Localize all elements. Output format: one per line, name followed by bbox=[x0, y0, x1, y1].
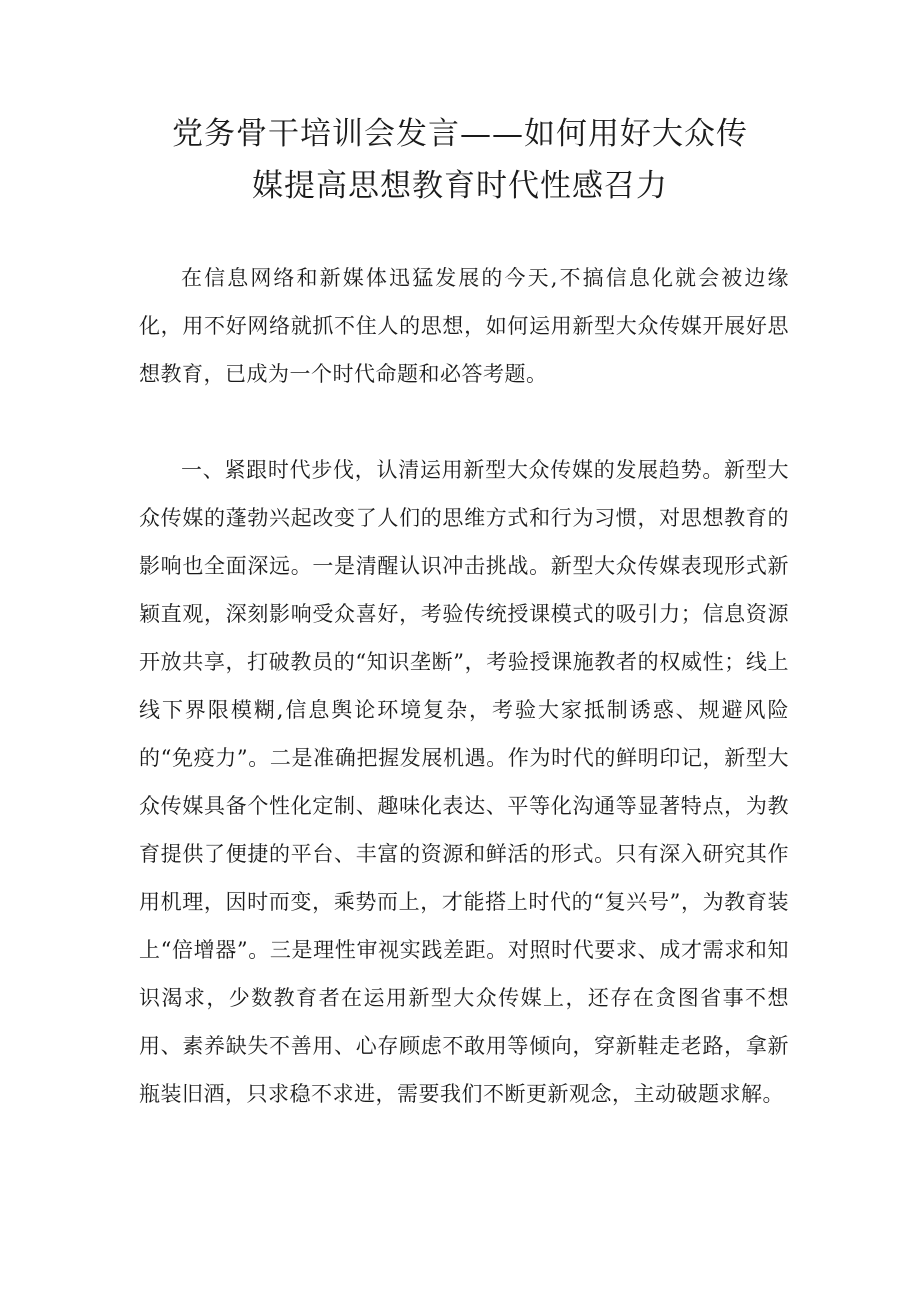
title-line-2: 媒提高思想教育时代性感召力 bbox=[252, 168, 668, 204]
document-title bbox=[130, 108, 790, 212]
title-line-1: 党务骨干培训会发言——如何用好大众传 bbox=[172, 116, 748, 152]
intro-paragraph: 在信息网络和新媒体迅猛发展的今天,不搞信息化就会被边缘化，用不好网络就抓不住人的思想，如何运用新型大众传媒开展好思想教育，已成为一个时代命题和必答考题。 bbox=[139, 266, 789, 386]
section-one-paragraph: 一、紧跟时代步伐，认清运用新型大众传媒的发展趋势。新型大众传媒的蓬勃兴起改变了人们的思维方式和行为习惯，对思想教育的影响也全面深远。一是清醒认识冲击挑战。新型大众传媒表现形式新颖直观，深刻影响受众喜好，考验传统授课模式的吸引力；信息资源开放共享，打破教员的“知识垄断”，考验授课施教者的权威性；线上线下界限模糊,信息舆论环境复杂，考验大家抵制诱惑、规避风险的“免疫力”。二是准确把握发展机遇。作为时代的鲜明印记，新型大众传媒具备个性化定制、趣味化表达、平等化沟通等显著特点，为教育提供了便捷的平台、丰富的资源和鲜活的形式。只有深入研究其作用机理，因时而变，乘势而上，才能搭上时代的“复兴号”，为教育装上“倍增器”。三是理性审视实践差距。对照时代要求、成才需求和知识渴求，少数教育者在运用新型大众传媒上，还存在贪图省事不想用、素养缺失不善用、心存顾虑不敢用等倾向，穿新鞋走老路，拿新瓶装旧酒，只求稳不求进，需要我们不断更新观念，主动破题求解。 bbox=[139, 458, 789, 1106]
